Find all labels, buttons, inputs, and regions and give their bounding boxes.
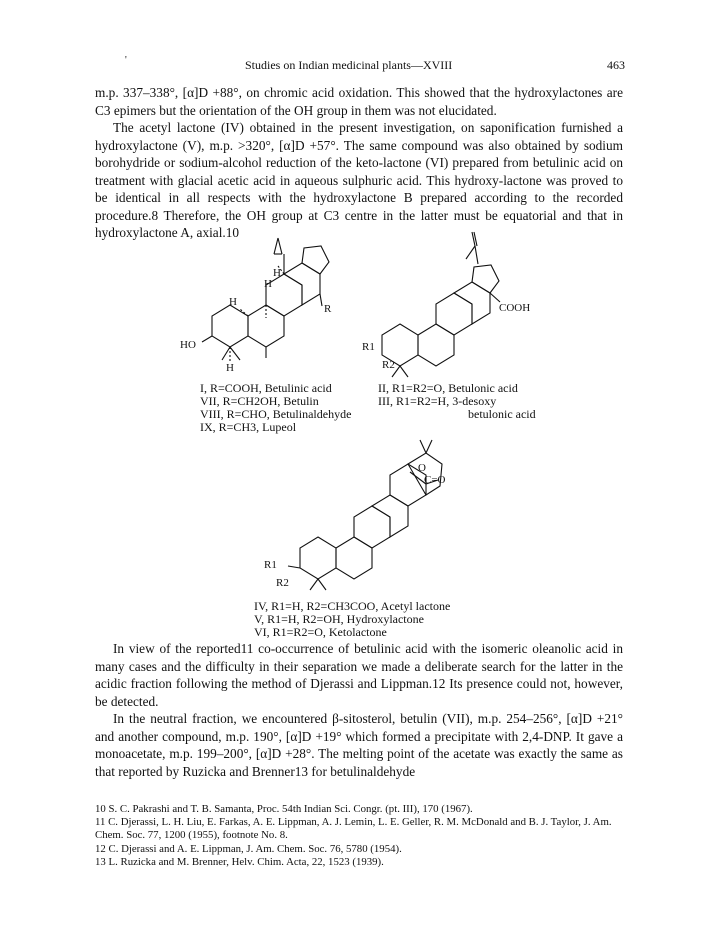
label-HO: HO	[180, 339, 196, 351]
paragraph: In the neutral fraction, we encountered β-sitosterol, betulin (VII), m.p. 254–256°, [α]D +21° and another compound, m.p. 190°, [α]D +19° which formed a precipitate with 2,4-DNP. It gave a monoacetate, m.p. 199–200°, [α]D +28°. The melting point of the acetate was exactly the same as that reported by Ruzicka and Brenner13 for betulinaldehyde	[95, 711, 623, 779]
label-H-top: H	[273, 267, 281, 279]
caption-line: I, R=COOH, Betulinic acid	[200, 381, 332, 395]
caption-I	[200, 382, 351, 434]
footnote: 13 L. Ruzicka and M. Brenner, Helv. Chim. Acta, 22, 1523 (1939).	[95, 855, 384, 868]
caption-IV	[254, 600, 450, 639]
caption-line: V, R1=H, R2=OH, Hydroxylactone	[254, 612, 424, 626]
paragraph: m.p. 337–338°, [α]D +88°, on chromic acid oxidation. This showed that the hydroxylactones are C3 epimers but the orientation of the OH group in them was not elucidated.	[95, 85, 623, 118]
paragraph-block-2	[95, 640, 623, 780]
caption-line: VI, R1=R2=O, Ketolactone	[254, 625, 387, 639]
footnote: 10 S. C. Pakrashi and T. B. Samanta, Proc. 54th Indian Sci. Congr. (pt. III), 170 (1967).	[95, 803, 473, 815]
label-R2: R2	[382, 359, 395, 371]
header-title: Studies on Indian medicinal plants—XVIII	[245, 58, 453, 72]
label-COOH: COOH	[499, 302, 531, 314]
paragraph: In view of the reported11 co-occurrence of betulinic acid with the isomeric oleanolic acid in many cases and the difficulty in their separation we made a deliberate search for the latter in the acidic fraction following the method of Djerassi and Lippman.12 Its presence could not, however, be detected.	[95, 641, 623, 709]
footnote: 11 C. Djerassi, L. H. Liu, E. Farkas, A. E. Lippman, A. J. Lemin, L. E. Geller, R. M. McDonald and B. J. Taylor, J. Am. Chem. Soc. 77, 1200 (1955), footnote No. 8.	[95, 816, 612, 842]
label-R: R	[324, 303, 332, 315]
label-R1: R1	[362, 341, 375, 353]
label-C=O: C=O	[424, 474, 446, 486]
structure-II	[382, 232, 500, 377]
caption-line: VII, R=CH2OH, Betulin	[200, 394, 319, 408]
caption-line: betulonic acid	[468, 407, 536, 421]
footnote: 12 C. Djerassi and A. E. Lippman, J. Am. Chem. Soc. 76, 5780 (1954).	[95, 842, 402, 855]
label-R1: R1	[264, 559, 277, 571]
caption-line: VIII, R=CHO, Betulinaldehyde	[200, 407, 352, 421]
label-H-bottom: H	[226, 362, 234, 374]
stray-mark: '	[125, 55, 127, 66]
caption-line: II, R1=R2=O, Betulonic acid	[378, 381, 518, 395]
page-number: 463	[607, 58, 625, 72]
caption-line: IV, R1=H, R2=CH3COO, Acetyl lactone	[254, 599, 451, 613]
label-O: O	[418, 462, 426, 474]
caption-line: IX, R=CH3, Lupeol	[200, 420, 297, 434]
footnotes	[95, 803, 623, 869]
label-H-mid: H	[264, 278, 272, 290]
caption-line: III, R1=R2=H, 3-desoxy	[378, 394, 497, 408]
structure-I	[202, 238, 329, 362]
label-R2: R2	[276, 577, 289, 589]
paragraph: The acetyl lactone (IV) obtained in the present investigation, on saponification furnished a hydroxylactone (V), m.p. >320°, [α]D +57°. The same compound was also obtained by sodium borohydride or sodium-alcohol reduction of the keto-lactone (VI) prepared from betulinic acid on treatment with glacial acetic acid in aqueous sulphuric acid. This hydroxy-lactone was proved to be identical in all respects with the hydroxylactone B prepared according to the recorded procedure.8 Therefore, the OH group at C3 centre in the latter must be equatorial and that in hydroxylactone A, axial.10	[95, 120, 623, 240]
caption-II	[378, 382, 536, 421]
label-H-left: H	[229, 296, 237, 308]
